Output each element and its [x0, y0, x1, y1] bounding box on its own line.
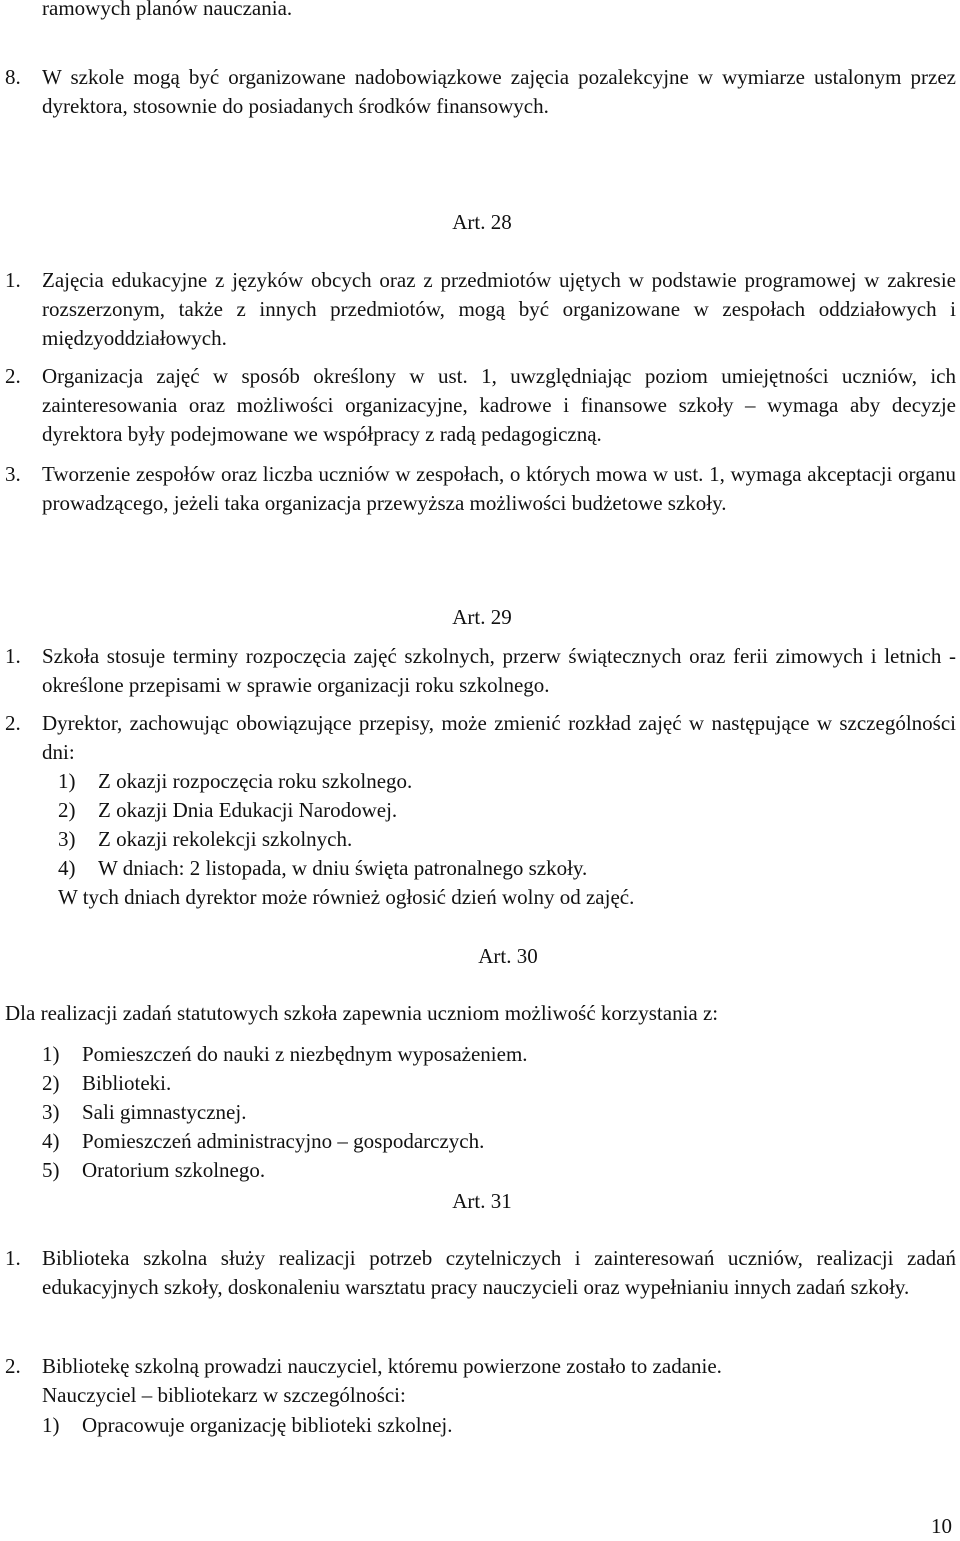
- art30-list-item: [42, 1040, 528, 1069]
- art30-list-item: [42, 1098, 246, 1127]
- art28-p2-text: Organizacja zajęć w sposób określony w ust. 1, uwzględniając poziom umiejętności uczniów, ich zainteresowania oraz możliwości organizacyjne, kadrowe i finansowe szkoły – wymaga aby decyzje dyrektora były podejmowane we współpracy z radą pedagogiczną.: [42, 364, 956, 446]
- list-number: 1): [42, 1042, 60, 1066]
- item8-number: 8.: [5, 65, 21, 89]
- list-text: Z okazji rekolekcji szkolnych.: [98, 827, 353, 851]
- list-text: Pomieszczeń do nauki z niezbędnym wyposażeniem.: [82, 1042, 528, 1066]
- art28-p1-number: 1.: [5, 268, 21, 292]
- list-number: 1): [58, 769, 76, 793]
- art29-list-item: [58, 825, 352, 854]
- item8-text: W szkole mogą być organizowane nadobowiązkowe zajęcia pozalekcyjne w wymiarze ustalonym przez dyrektora, stosownie do posiadanych środków finansowych.: [42, 65, 956, 118]
- art29-list-item: [58, 767, 412, 796]
- art31-p2-text: Bibliotekę szkolną prowadzi nauczyciel, któremu powierzone zostało to zadanie.: [42, 1354, 722, 1378]
- art31-p2-number: 2.: [5, 1354, 21, 1378]
- art29-p1-number: 1.: [5, 644, 21, 668]
- art31-p1-text: Biblioteka szkolna służy realizacji potrzeb czytelniczych i zainteresowań uczniów, realizacji zadań edukacyjnych szkoły, doskonaleniu warsztatu pracy nauczycieli oraz wypełnianiu innych zadań szkoły.: [42, 1246, 956, 1299]
- list-number: 2): [58, 798, 76, 822]
- art31-p1-number: 1.: [5, 1246, 21, 1270]
- list-text: W dniach: 2 listopada, w dniu święta patronalnego szkoły.: [98, 856, 588, 880]
- list-text: Sali gimnastycznej.: [82, 1100, 247, 1124]
- list-number: 3): [42, 1100, 60, 1124]
- art30-list-item: [42, 1069, 171, 1098]
- art28-p1-text: Zajęcia edukacyjne z języków obcych oraz z przedmiotów ujętych w podstawie programowej w zakresie rozszerzonym, także z innych przedmiotów, mogą być organizowane w zespołach oddziałowych i międzyoddziałowych.: [42, 268, 956, 350]
- list-number: 4): [42, 1129, 60, 1153]
- art29-list-item: [58, 796, 397, 825]
- art31-list-item: [42, 1411, 452, 1440]
- art30-heading: Art. 30: [478, 944, 538, 968]
- art29-p2-text: Dyrektor, zachowując obowiązujące przepisy, może zmienić rozkład zajęć w następujące w szczególności dni:: [42, 711, 956, 764]
- list-text: Biblioteki.: [82, 1071, 172, 1095]
- art30-intro: Dla realizacji zadań statutowych szkoła zapewnia uczniom możliwość korzystania z:: [5, 1001, 719, 1025]
- list-text: Oratorium szkolnego.: [82, 1158, 266, 1182]
- list-number: 2): [42, 1071, 60, 1095]
- list-text: Pomieszczeń administracyjno – gospodarczych.: [82, 1129, 485, 1153]
- art29-closing: W tych dniach dyrektor może również ogłosić dzień wolny od zajęć.: [58, 885, 635, 909]
- art31-p2-line2: Nauczyciel – bibliotekarz w szczególności:: [42, 1383, 406, 1407]
- list-text: Z okazji rozpoczęcia roku szkolnego.: [98, 769, 413, 793]
- page-number: 10: [931, 1514, 952, 1538]
- top-fragment: ramowych planów nauczania.: [42, 0, 293, 20]
- art29-heading: Art. 29: [452, 605, 512, 629]
- list-text: Z okazji Dnia Edukacji Narodowej.: [98, 798, 398, 822]
- art29-p2-number: 2.: [5, 711, 21, 735]
- art28-p2-number: 2.: [5, 364, 21, 388]
- list-text: Opracowuje organizację biblioteki szkolnej.: [82, 1413, 453, 1437]
- list-number: 1): [42, 1413, 60, 1437]
- art28-heading: Art. 28: [452, 210, 512, 234]
- art29-list-item: [58, 854, 587, 883]
- art28-p3-number: 3.: [5, 462, 21, 486]
- art30-list-item: [42, 1156, 265, 1185]
- art31-heading: Art. 31: [452, 1189, 512, 1213]
- art28-p3-text: Tworzenie zespołów oraz liczba uczniów w zespołach, o których mowa w ust. 1, wymaga akceptacji organu prowadzącego, jeżeli taka organizacja przewyższa możliwości budżetowe szkoły.: [42, 462, 956, 515]
- art30-list-item: [42, 1127, 484, 1156]
- art29-p1-text: Szkoła stosuje terminy rozpoczęcia zajęć szkolnych, przerw świątecznych oraz ferii zimowych i letnich - określone przepisami w sprawie organizacji roku szkolnego.: [42, 644, 956, 697]
- list-number: 4): [58, 856, 76, 880]
- list-number: 5): [42, 1158, 60, 1182]
- list-number: 3): [58, 827, 76, 851]
